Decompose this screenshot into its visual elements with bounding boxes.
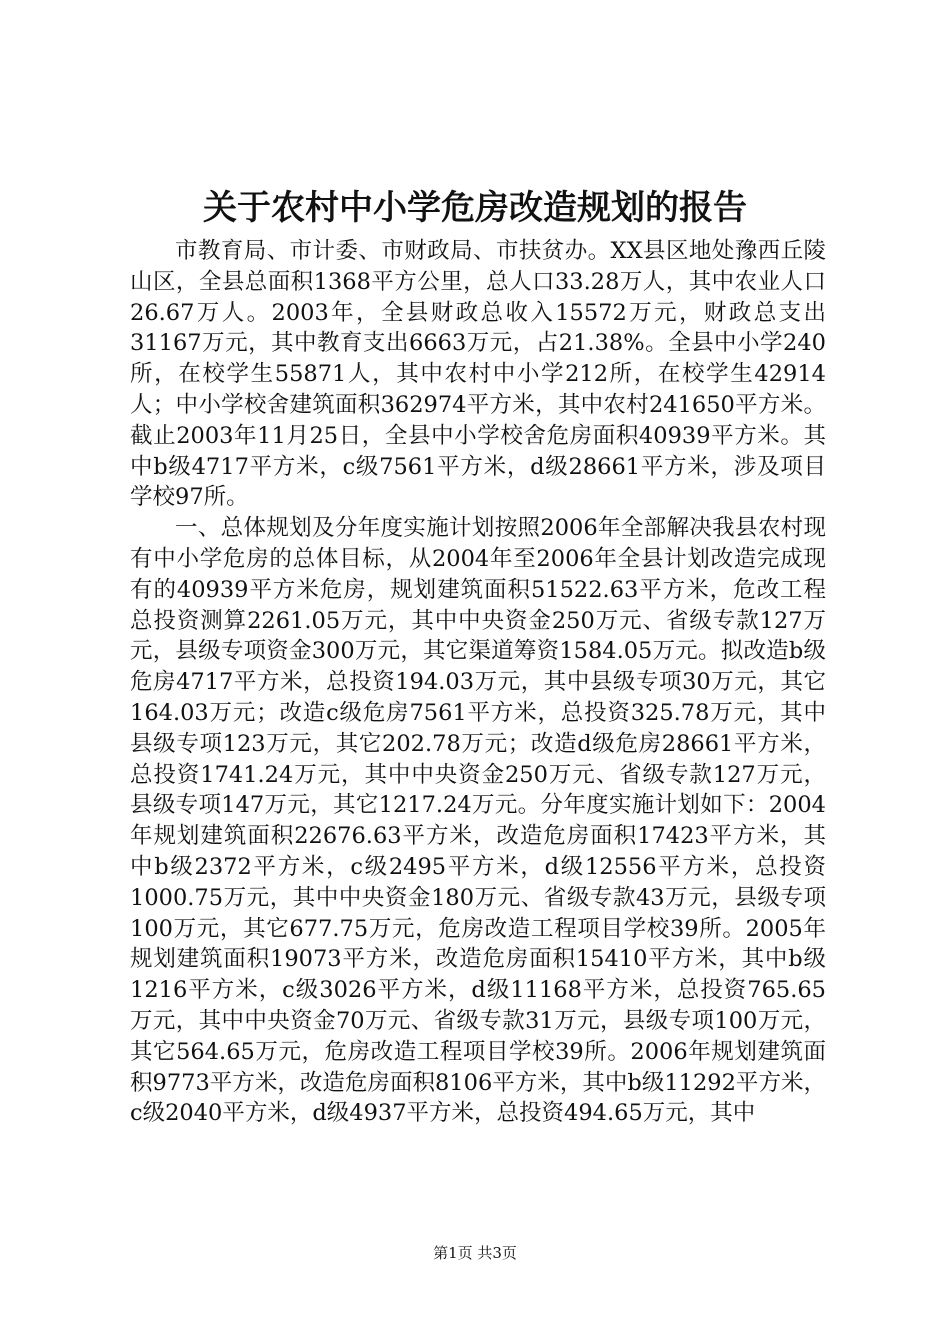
paragraph-intro: 市教育局、市计委、市财政局、市扶贫办。XX县区地处豫西丘陵山区，全县总面积1368平方公里，总人口33.28万人，其中农业人口26.67万人。2003年，全县财政总收入15572万元，财政总支出31167万元，其中教育支出6663万元，占21.38%。全县中小学240所，在校学生55871人，其中农村中小学212所，在校学生42914人；中小学校舍建筑面积362974平方米，其中农村241650平方米。截止2003年11月25日，全县中小学校舍危房面积40939平方米。其中b级4717平方米，c级7561平方米，d级28661平方米，涉及项目学校97所。 xyxy=(130,238,826,511)
document-title: 关于农村中小学危房改造规划的报告 xyxy=(203,188,747,228)
document-body xyxy=(130,236,826,1129)
paragraph-plan: 一、总体规划及分年度实施计划按照2006年全部解决我县农村现有中小学危房的总体目标，从2004年至2006年全县计划改造完成现有的40939平方米危房，规划建筑面积51522.63平方米，危改工程总投资测算2261.05万元，其中中央资金250万元、省级专款127万元，县级专项资金300万元，其它渠道筹资1584.05万元。拟改造b级危房4717平方米，总投资194.03万元，其中县级专项30万元，其它164.03万元；改造c级危房7561平方米，总投资325.78万元，其中县级专项123万元，其它202.78万元；改造d级危房28661平方米，总投资1741.24万元，其中中央资金250万元、省级专款127万元，县级专项147万元，其它1217.24万元。分年度实施计划如下：2004年规划建筑面积22676.63平方米，改造危房面积17423平方米，其中b级2372平方米，c级2495平方米，d级12556平方米，总投资1000.75万元，其中中央资金180万元、省级专款43万元，县级专项100万元，其它677.75万元，危房改造工程项目学校39所。2005年规划建筑面积19073平方米，改造危房面积15410平方米，其中b级1216平方米，c级3026平方米，d级11168平方米，总投资765.65万元，其中中央资金70万元、省级专款31万元，县级专项100万元，其它564.65万元，危房改造工程项目学校39所。2006年规划建筑面积9773平方米，改造危房面积8106平方米，其中b级11292平方米，c级2040平方米，d级4937平方米，总投资494.65万元，其中 xyxy=(130,515,826,1127)
page-number-footer: 第1页 共3页 xyxy=(433,1244,517,1262)
